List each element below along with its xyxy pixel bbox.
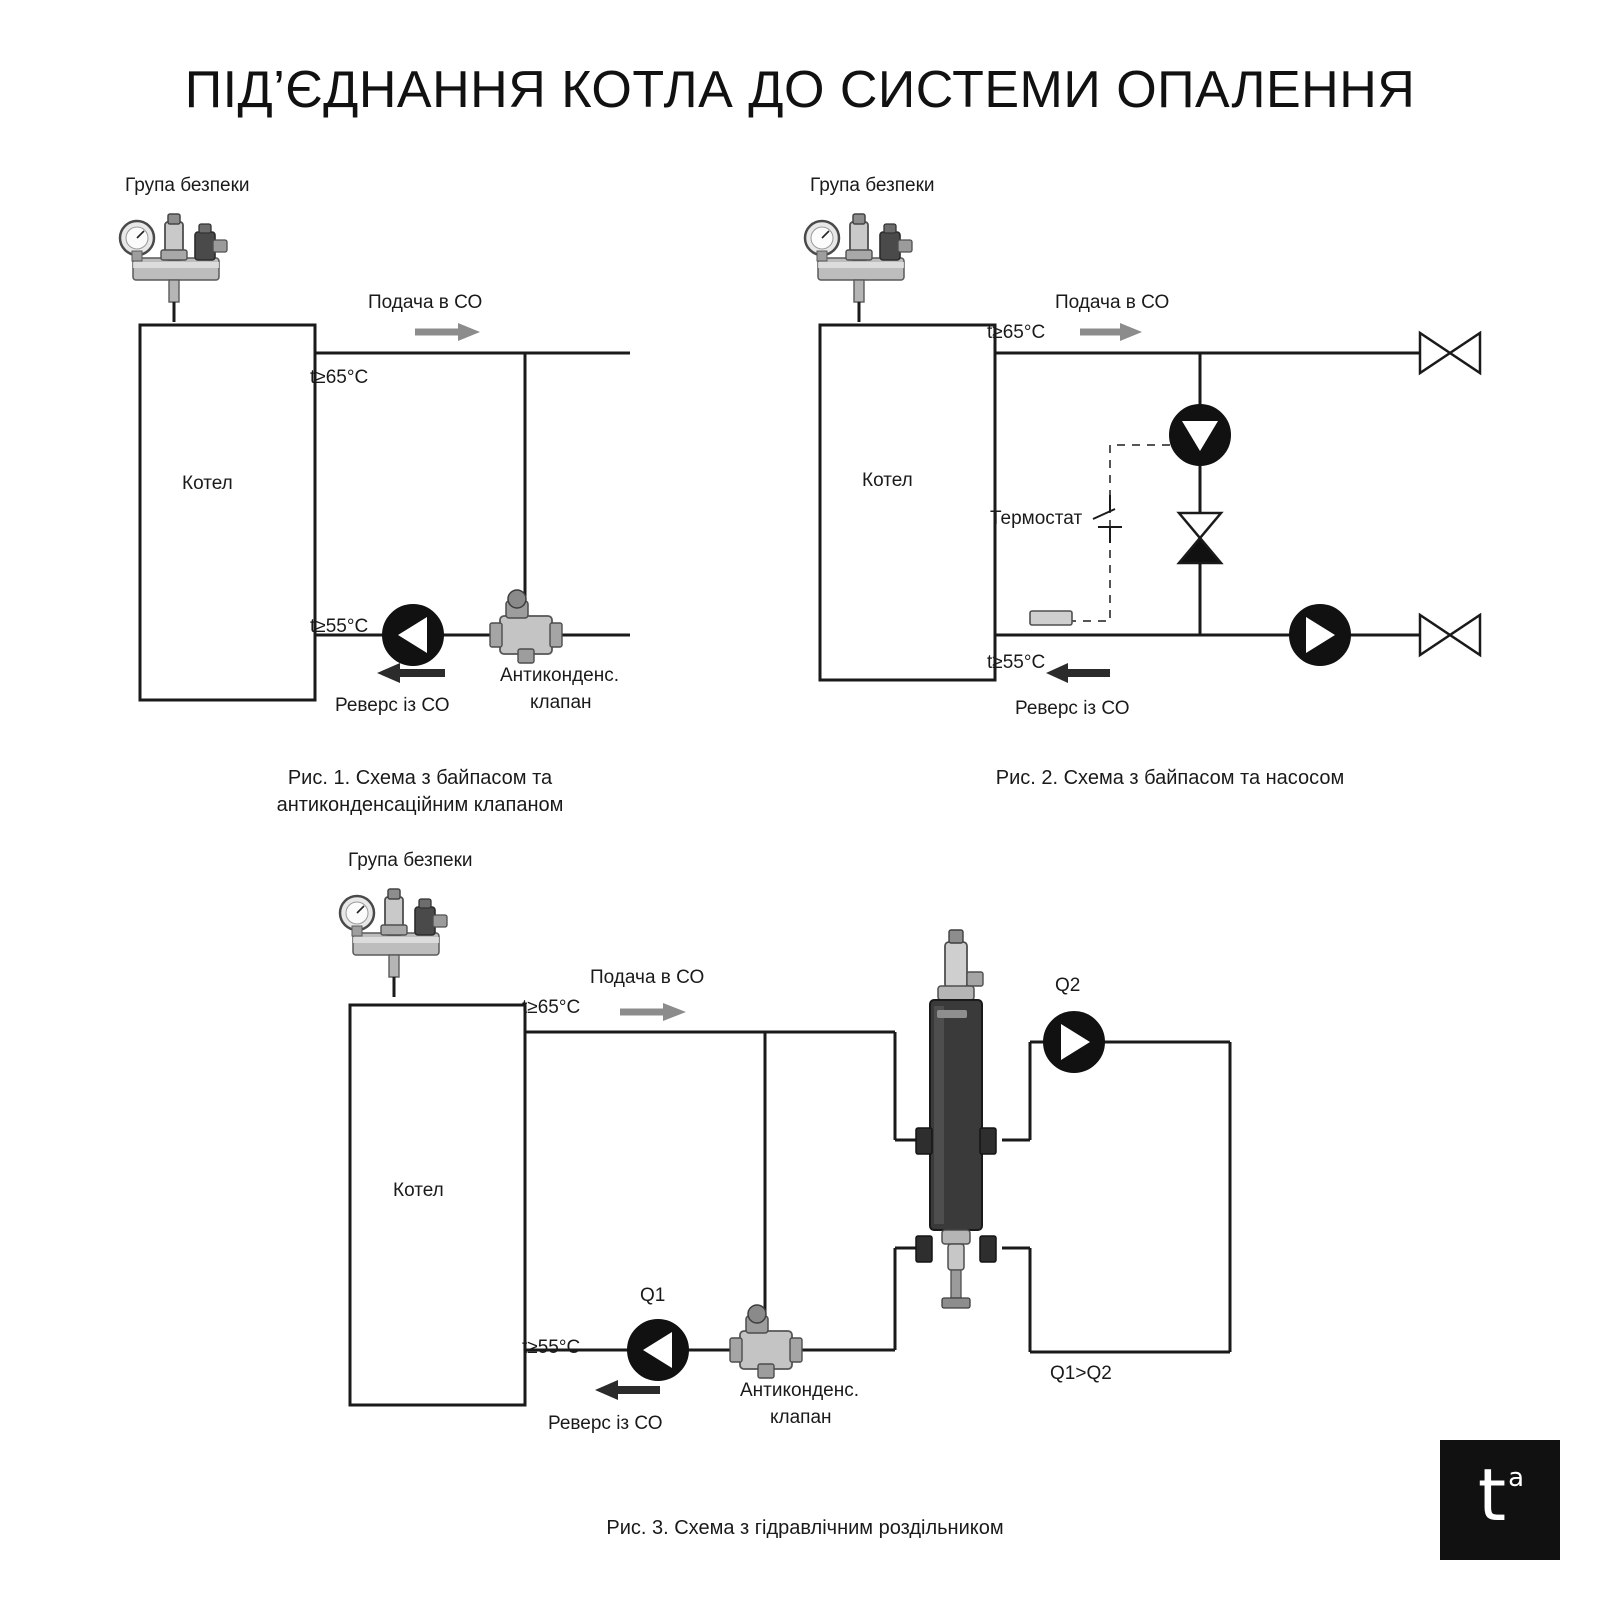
fig2-return-arrow: [1046, 663, 1110, 683]
fig2-caption-line1: Рис. 2. Схема з байпасом та насосом: [995, 767, 1345, 789]
fig2-bypass-pump: [1170, 405, 1230, 465]
fig1-anticondensation-valve: [490, 590, 562, 663]
fig2-gate-valve-return: [1420, 615, 1480, 655]
figure-2-caption: [790, 765, 1550, 792]
figure-2: [790, 170, 1550, 730]
figure-3: [330, 845, 1280, 1485]
fig3-safety-group-label: Група безпеки: [348, 850, 473, 871]
fig3-boiler-label: Котел: [393, 1180, 444, 1201]
fig2-t-supply-label: t≥65°C: [987, 322, 1046, 343]
fig1-reverse-label: Реверс із СО: [335, 695, 450, 716]
fig1-t-supply-label: t≥65°C: [310, 367, 369, 388]
fig1-t-return-label: t≥55°C: [310, 616, 369, 637]
fig3-pump-q2-label: Q2: [1055, 975, 1081, 996]
fig3-caption-line1: Рис. 3. Схема з гідравлічним роздільником: [606, 1517, 1004, 1539]
fig1-boiler-label: Котел: [182, 473, 233, 494]
fig3-supply-label: Подача в СО: [590, 967, 705, 988]
fig2-bypass-valve: [1179, 513, 1221, 563]
fig3-hydraulic-separator: [916, 930, 996, 1308]
fig1-valve-label-line1: Антиконденс.: [500, 665, 619, 686]
fig3-valve-label-line2: клапан: [770, 1407, 832, 1428]
fig2-system-pump: [1290, 605, 1350, 665]
fig2-gate-valve-supply: [1420, 333, 1480, 373]
fig3-pump-q2: [1044, 1012, 1104, 1072]
fig2-boiler-label: Котел: [862, 470, 913, 491]
fig1-safety-group-assembly: [115, 210, 255, 320]
fig2-safety-group-label: Група безпеки: [810, 175, 935, 196]
fig1-caption-line1: Рис. 1. Схема з байпасом та: [287, 767, 553, 789]
fig3-reverse-label: Реверс із СО: [548, 1413, 663, 1434]
fig3-return-arrow: [595, 1380, 660, 1400]
fig2-safety-group-assembly: [800, 210, 940, 320]
fig3-valve-label-line1: Антиконденс.: [740, 1380, 859, 1401]
brand-logo: [1440, 1440, 1560, 1560]
fig1-safety-group-label: Група безпеки: [125, 175, 250, 196]
fig2-t-return-label: t≥55°C: [987, 652, 1046, 673]
fig2-reverse-label: Реверс із СО: [1015, 698, 1130, 719]
fig3-relation-label: Q1>Q2: [1050, 1363, 1112, 1384]
fig3-t-return-label: t≥55°C: [522, 1337, 581, 1358]
figure-1-caption: [110, 765, 730, 819]
fig3-pump-q1-label: Q1: [640, 1285, 666, 1306]
fig3-supply-arrow: [620, 1003, 686, 1021]
fig1-circulation-pump: [383, 605, 443, 665]
fig1-return-arrow: [377, 663, 445, 683]
fig1-caption-line2: антиконденсаційним клапаном: [276, 794, 564, 816]
fig3-t-supply-label: t≥65°C: [522, 997, 581, 1018]
logo-letter: t: [1477, 1453, 1507, 1538]
figure-1: [110, 170, 710, 730]
logo-superscript: a: [1508, 1463, 1525, 1493]
fig2-supply-arrow: [1080, 323, 1142, 341]
fig2-piping: [790, 305, 1550, 725]
figure-3-caption: [330, 1515, 1280, 1542]
fig1-supply-arrow: [415, 323, 480, 341]
fig2-supply-label: Подача в СО: [1055, 292, 1170, 313]
fig3-anticondensation-valve: [730, 1305, 802, 1378]
fig1-supply-label: Подача в СО: [368, 292, 483, 313]
page-title: ПІД’ЄДНАННЯ КОТЛА ДО СИСТЕМИ ОПАЛЕННЯ: [184, 61, 1416, 119]
fig3-pump-q1: [628, 1320, 688, 1380]
fig1-valve-label-line2: клапан: [530, 692, 592, 713]
fig2-thermostat-wiring: [1030, 445, 1170, 625]
fig2-thermostat-label: Термостат: [990, 508, 1083, 529]
fig3-safety-group-assembly: [335, 885, 475, 995]
fig1-piping: [110, 305, 710, 725]
